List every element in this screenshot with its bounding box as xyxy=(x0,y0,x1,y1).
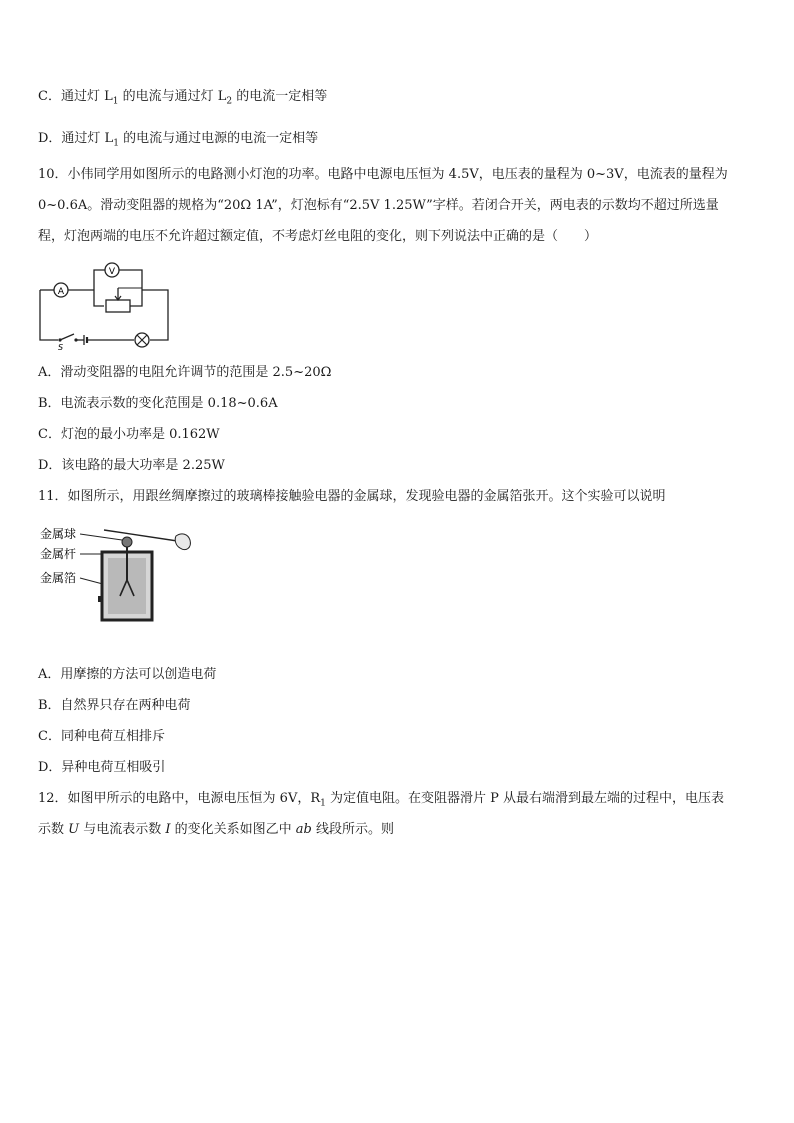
subscript-1: 1 xyxy=(112,96,119,107)
q11-line-1: 11．如图所示，用跟丝绸摩擦过的玻璃棒接触验电器的金属球，发现验电器的金属箔张开。这个实验可以说明 xyxy=(38,489,666,504)
option-d-prev xyxy=(38,130,318,153)
q12-text-2: 为定值电阻。在变阻器滑片 P 从最右端滑到最左端的过程中，电压表 xyxy=(325,791,725,806)
q11-option-b: B．自然界只存在两种电荷 xyxy=(38,698,191,713)
var-u: U xyxy=(68,822,80,837)
ammeter-label: A xyxy=(57,287,65,297)
q10-line-3: 程，灯泡两端的电压不允许超过额定值，不考虑灯丝电阻的变化，则下列说法中正确的是（ ） xyxy=(38,229,598,244)
q10-circuit-diagram xyxy=(36,258,176,352)
subscript-1: 1 xyxy=(320,798,326,809)
subscript-2: 2 xyxy=(226,96,233,107)
option-c-prev xyxy=(38,88,327,111)
option-c-text-1: C．通过灯 L xyxy=(38,89,113,104)
switch-label: S xyxy=(58,343,64,352)
q11-electroscope-diagram xyxy=(36,522,196,622)
option-c-text-2: 的电流与通过灯 L xyxy=(118,89,227,104)
var-ab: ab xyxy=(295,822,312,837)
q12-text-6: 线段所示。则 xyxy=(311,822,394,837)
q12-text-4: 与电流表示数 xyxy=(79,822,166,837)
q11-option-a: A．用摩擦的方法可以创造电荷 xyxy=(38,667,217,682)
q11-option-c: C．同种电荷互相排斥 xyxy=(38,729,165,744)
q12-text-3: 示数 xyxy=(38,822,69,837)
q10-line-2: 0~0.6A。滑动变阻器的规格为“20Ω 1A”，灯泡标有“2.5V 1.25W”字样。若闭合开关，两电表的示数均不超过所选量 xyxy=(38,198,719,213)
label-metal-ball: 金属球 xyxy=(40,527,77,541)
q11-option-d: D．异种电荷互相吸引 xyxy=(38,760,166,775)
label-metal-foil: 金属箔 xyxy=(40,571,77,585)
q10-option-a: A．滑动变阻器的电阻允许调节的范围是 2.5~20Ω xyxy=(38,365,332,380)
subscript-1: 1 xyxy=(113,138,119,149)
option-d-text-1: D．通过灯 L xyxy=(38,131,114,146)
label-metal-rod: 金属杆 xyxy=(40,547,77,561)
q10-option-c: C．灯泡的最小功率是 0.162W xyxy=(38,427,220,442)
q12-line-2 xyxy=(38,821,394,839)
q12-text-1: 12．如图甲所示的电路中，电源电压恒为 6V，R xyxy=(38,791,321,806)
q10-option-b: B．电流表示数的变化范围是 0.18~0.6A xyxy=(38,396,278,411)
q10-option-d: D．该电路的最大功率是 2.25W xyxy=(38,458,225,473)
voltmeter-label: V xyxy=(108,267,116,277)
option-d-text-2: 的电流与通过电源的电流一定相等 xyxy=(118,131,319,146)
q10-line-1: 10．小伟同学用如图所示的电路测小灯泡的功率。电路中电源电压恒为 4.5V，电压表的量程为 0~3V，电流表的量程为 xyxy=(38,167,728,182)
var-i: I xyxy=(165,822,171,837)
option-c-text-3: 的电流一定相等 xyxy=(232,89,328,104)
q12-text-5: 的变化关系如图乙中 xyxy=(170,822,296,837)
q12-line-1 xyxy=(38,790,724,813)
